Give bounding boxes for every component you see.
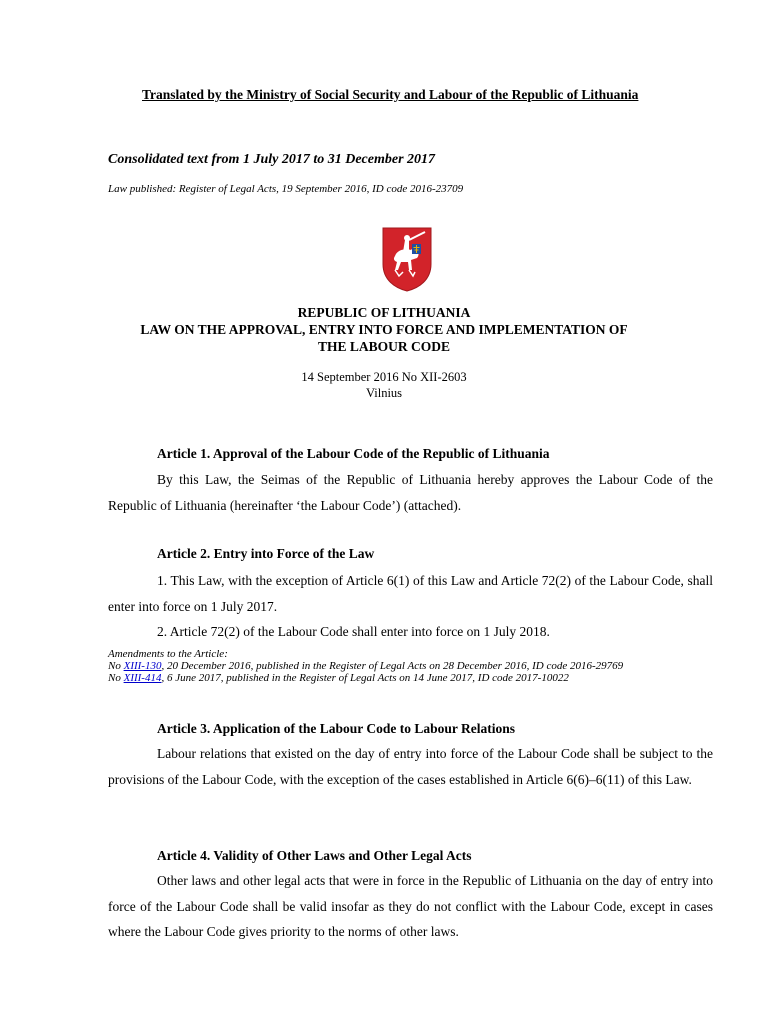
title-law-line2: THE LABOUR CODE [317, 339, 451, 354]
amendment-2: No XIII-414, 6 June 2017, published in the Register of Legal Acts on 14 June 2017, ID code 2017-10022 [108, 672, 569, 684]
article-2-heading: Article 2. Entry into Force of the Law [157, 546, 375, 561]
law-date-number: 14 September 2016 No XII-2603 [301, 370, 467, 384]
article-3-text: Labour relations that existed on the day of entry into force of the Labour Code shall be subject to the provisions of the Labour Code, with the exception of the cases established in Article 6(6)–6(11) of this Law. [108, 746, 713, 787]
law-place: Vilnius [365, 386, 403, 400]
coat-of-arms-icon [381, 226, 433, 292]
publication-note: Law published: Register of Legal Acts, 19 September 2016, ID code 2016-23709 [108, 183, 464, 195]
article-1-text: By this Law, the Seimas of the Republic of Lithuania hereby approves the Labour Code of the Republic of Lithuania (hereinafter ‘the Labour Code’) (attached). [108, 472, 713, 513]
article-2-paragraph-1: 1. This Law, with the exception of Article 6(1) of this Law and Article 72(2) of the Labour Code, shall enter into force on 1 July 2017. [108, 573, 713, 614]
translation-note: Translated by the Ministry of Social Security and Labour of the Republic of Lithuania [142, 87, 639, 102]
article-4-text: Other laws and other legal acts that were in force in the Republic of Lithuania on the day of entry into force of the Labour Code shall be valid insofar as they do not conflict with the Labour Code, except in cases where the Labour Code gives priority to the norms of other laws. [108, 873, 713, 939]
article-3-heading: Article 3. Application of the Labour Code to Labour Relations [157, 721, 516, 736]
article-2-amendments [108, 648, 715, 684]
title-republic: REPUBLIC OF LITHUANIA [297, 305, 471, 320]
amendments-label: Amendments to the Article: [108, 648, 228, 660]
law-title [60, 304, 708, 355]
article-2-paragraph-2: 2. Article 72(2) of the Labour Code shall enter into force on 1 July 2018. [157, 624, 550, 639]
consolidated-text-line: Consolidated text from 1 July 2017 to 31 December 2017 [108, 152, 436, 167]
title-law-line1: LAW ON THE APPROVAL, ENTRY INTO FORCE AND IMPLEMENTATION OF [140, 322, 628, 337]
article-4-heading: Article 4. Validity of Other Laws and Other Legal Acts [157, 848, 472, 863]
amendment-2-link[interactable]: XIII-414 [123, 672, 162, 684]
article-1-heading: Article 1. Approval of the Labour Code of the Republic of Lithuania [157, 446, 550, 461]
law-date-block [60, 369, 708, 401]
amendment-1: No XIII-130, 20 December 2016, published in the Register of Legal Acts on 28 December 2016, ID code 2016-29769 [108, 660, 624, 672]
amendment-1-link[interactable]: XIII-130 [123, 660, 162, 672]
